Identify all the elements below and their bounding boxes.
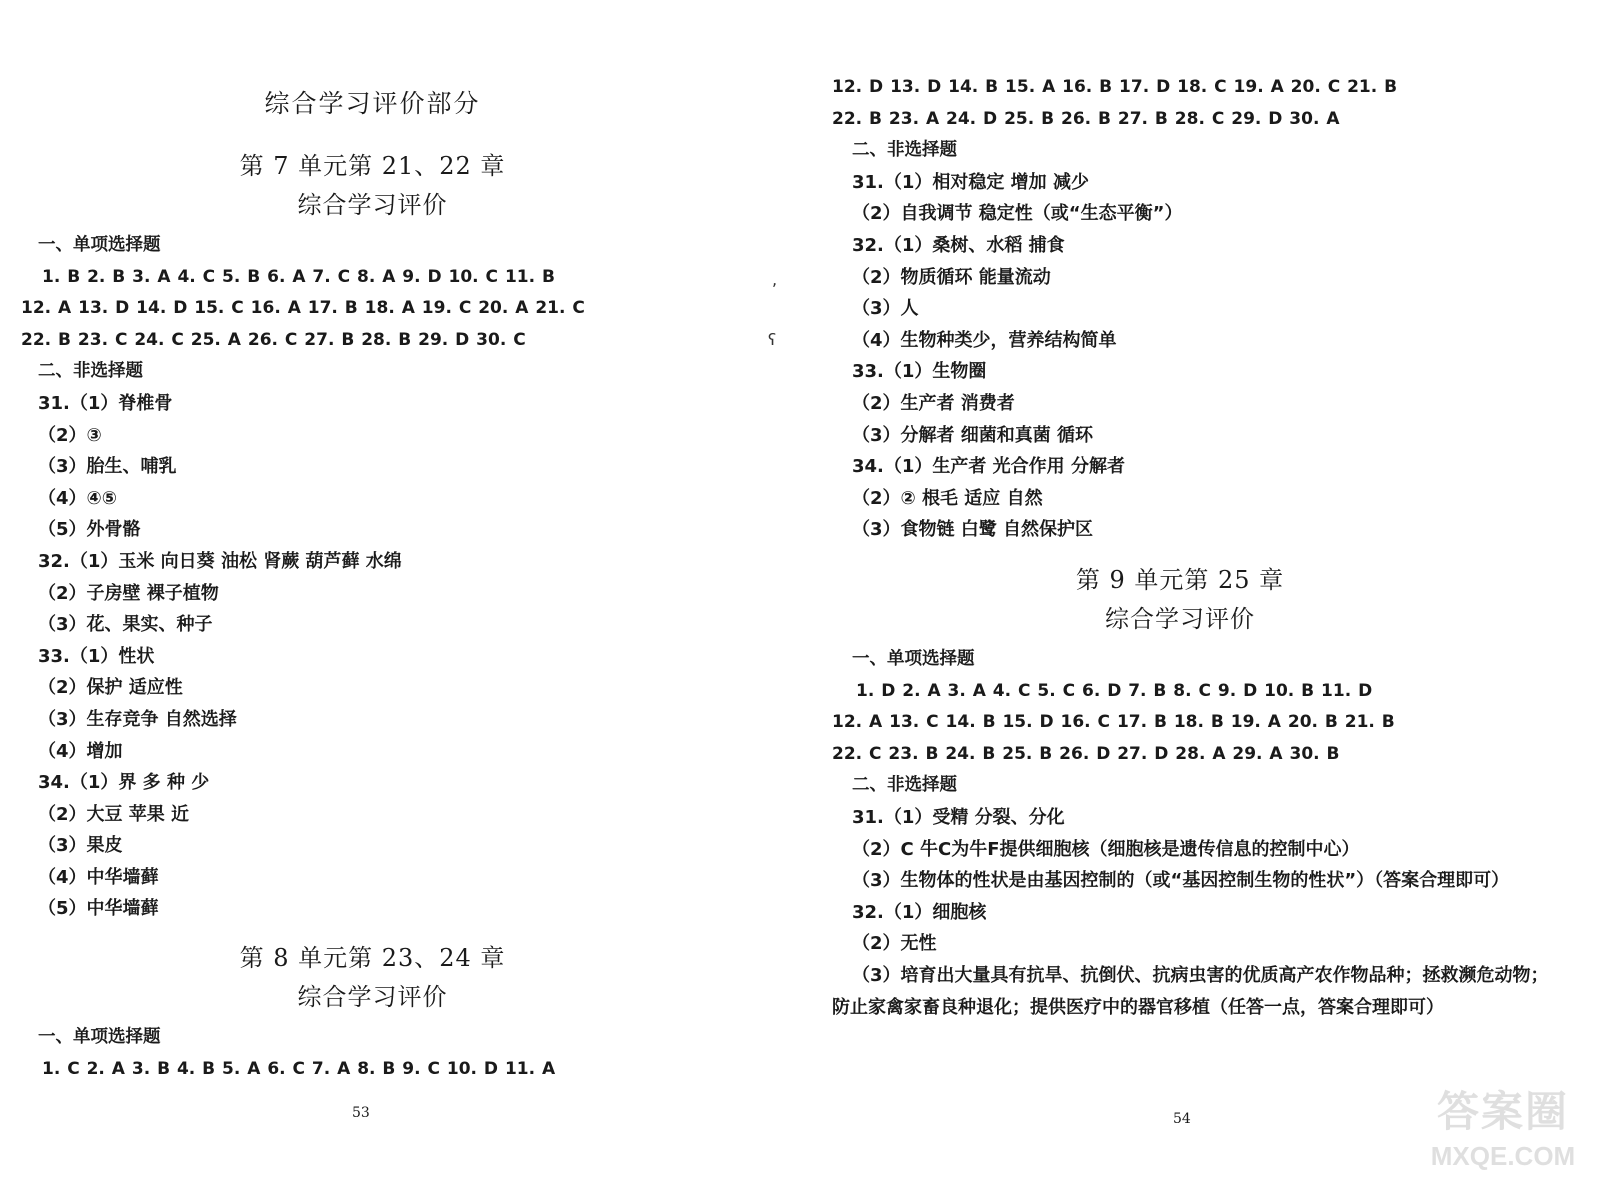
unit8-answers-start [38,1022,778,1085]
site-watermark [1428,1084,1578,1184]
main-title: 综合学习评价部分 [264,89,481,118]
answer-line: （2）子房壁 裸子植物 [38,582,219,604]
unit7-answer-row: 12. A 13. D 14. D 15. C 16. A 17. B 18. A 19. C 20. A 21. C [21,298,585,319]
unit8-answer-row: 22. B 23. A 24. D 25. B 26. B 27. B 28. C 29. D 30. A [832,108,1340,129]
right-page [800,0,1600,1196]
answer-line: 33.（1）生物圈 [852,361,987,383]
unit8-answers-continued [832,72,1572,546]
unit9-answer-row: 12. A 13. C 14. B 15. D 16. C 17. B 18. B 19. A 20. B 21. B [832,712,1395,733]
answer-line: 33.（1）性状 [38,645,155,667]
answer-line: （4）生物种类少，营养结构简单 [852,329,1117,351]
answer-line: （2）③ [38,424,102,446]
answer-line: 34.（1）界 多 种 少 [38,772,210,794]
unit7-subtitle: 综合学习评价 [297,191,448,219]
watermark-logo-text: 答案圈 [1436,1087,1569,1136]
answer-line: （3）生存竞争 自然选择 [38,708,237,730]
page-number-left: 53 [352,1105,370,1121]
unit8-subtitle: 综合学习评价 [297,983,448,1011]
answer-line: （2）大豆 苹果 近 [38,803,190,825]
stray-mark: ʕ [768,330,777,349]
unit9-section-choice: 一、单项选择题 [852,649,975,669]
answer-line: （3）花、果实、种子 [38,614,213,636]
answer-line: （2）生产者 消费者 [852,392,1015,414]
answer-line: （3）分解者 细菌和真菌 循环 [852,424,1094,446]
answer-line: （2）物质循环 能量流动 [852,266,1051,288]
unit7-answer-row: 22. B 23. C 24. C 25. A 26. C 27. B 28. B 29. D 30. C [21,329,526,350]
unit7-section-choice: 一、单项选择题 [38,235,161,255]
page-number-right: 54 [1173,1111,1191,1127]
answer-line: （2）自我调节 稳定性（或“生态平衡”） [852,203,1183,225]
unit9-answers [832,644,1577,1023]
answer-line: （3）人 [852,298,919,320]
answer-line: 32.（1）细胞核 [852,901,987,923]
answer-line: （5）外骨骼 [38,519,141,541]
watermark-url: MXQE.COM [1430,1141,1576,1171]
answer-line: 32.（1）玉米 向日葵 油松 肾蕨 葫芦藓 水绵 [38,550,402,572]
answer-line: （4）中华墙藓 [38,866,159,888]
answer-line: （2）② 根毛 适应 自然 [852,487,1043,509]
unit7-section-nonchoice: 二、非选择题 [38,361,143,382]
unit9-title: 第 9 单元第 25 章 [1075,566,1285,594]
unit8-answer-row: 1. C 2. A 3. B 4. B 5. A 6. C 7. A 8. B 9. C 10. D 11. A [42,1058,556,1079]
answer-line: （2）C 牛C为牛F提供细胞核（细胞核是遗传信息的控制中心） [852,838,1360,860]
unit9-subtitle: 综合学习评价 [1105,605,1255,633]
unit9-section-nonchoice: 二、非选择题 [852,775,957,796]
unit9-answer-row: 1. D 2. A 3. A 4. C 5. C 6. D 7. B 8. C 9. D 10. B 11. D [856,680,1373,701]
unit8-section-nonchoice: 二、非选择题 [852,140,957,161]
answer-paragraph: （3）生物体的性状是由基因控制的（或“基因控制生物的性状”）（答案合理即可） [852,870,1510,892]
answer-line: （5）中华墙藓 [38,898,159,920]
unit8-answer-row: 12. D 13. D 14. B 15. A 16. B 17. D 18. C 19. A 20. C 21. B [832,77,1398,97]
answer-line: （4）增加 [38,740,123,762]
answer-line: （3）食物链 白鹭 自然保护区 [852,519,1094,541]
unit7-answers [21,230,778,925]
unit9-answer-row: 22. C 23. B 24. B 25. B 26. D 27. D 28. A 29. A 30. B [832,743,1340,764]
answer-line: （3）果皮 [38,835,123,857]
answer-line: （2）保护 适应性 [38,677,183,699]
answer-line: 31.（1）受精 分裂、分化 [852,806,1065,828]
unit7-answer-row: 1. B 2. B 3. A 4. C 5. B 6. A 7. C 8. A 9. D 10. C 11. B [42,266,555,287]
answer-line: （2）无性 [852,933,937,955]
unit7-title: 第 7 单元第 21、22 章 [239,152,506,180]
answer-line: 31.（1）脊椎骨 [38,392,173,414]
answer-paragraph: （3）培育出大量具有抗旱、抗倒伏、抗病虫害的优质高产农作物品种；拯救濒危动物；防止家禽家畜良种退化；提供医疗中的器官移植（任答一点，答案合理即可） [832,964,1549,1018]
answer-line: 34.（1）生产者 光合作用 分解者 [852,456,1125,478]
answer-line: （4）④⑤ [38,487,118,509]
unit8-title: 第 8 单元第 23、24 章 [239,944,506,972]
stray-mark: , [772,270,778,289]
answer-line: 32.（1）桑树、水稻 捕食 [852,234,1065,256]
answer-line: （3）胎生、哺乳 [38,456,177,478]
answer-line: 31.（1）相对稳定 增加 减少 [852,171,1089,193]
unit8-section-choice: 一、单项选择题 [38,1027,161,1047]
